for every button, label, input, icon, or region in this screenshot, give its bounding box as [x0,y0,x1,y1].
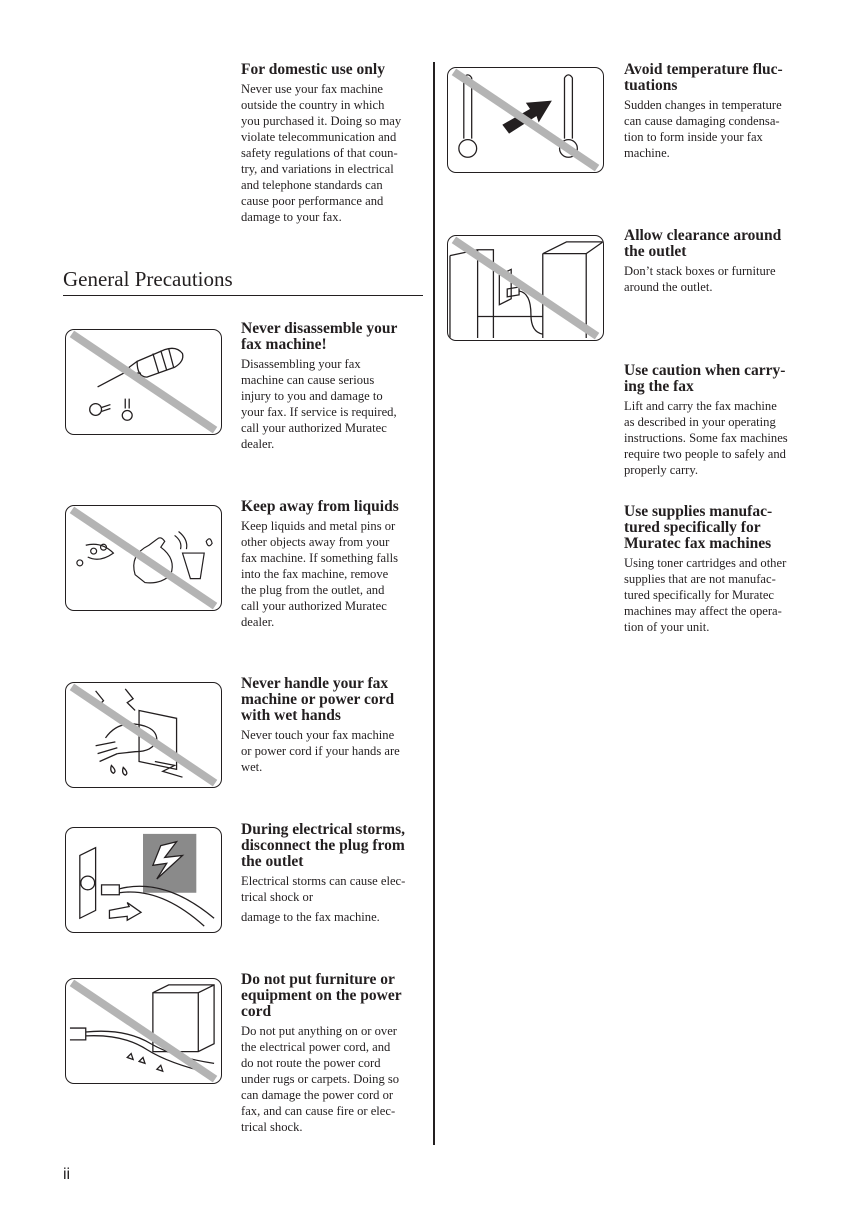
precaution-clearance [624,228,808,295]
heading-line: Allow clearance around [624,227,782,244]
blocked-outlet-icon [447,235,604,341]
body-line: fax machine. If something falls [241,551,399,565]
body-line: around the outlet. [624,280,713,294]
heading-line: with wet hands [241,707,341,724]
furniture-on-cord-icon [65,978,222,1084]
body-line: your fax. If service is required, [241,405,397,419]
body-line: under rugs or carpets. Doing so [241,1072,400,1086]
body-line: or power cord if your hands are [241,744,400,758]
precaution-furniture-on-cord [241,972,425,1135]
precaution-wet-hands [241,676,425,775]
precaution-body [624,555,808,635]
body-line: dealer. [241,437,275,451]
body-line: damage to your fax. [241,210,342,224]
body-line: Keep liquids and metal pins or [241,519,396,533]
precaution-heading [624,363,808,395]
body-line: Don’t stack boxes or furniture [624,264,776,278]
body-line: Sudden changes in temperature [624,98,782,112]
body-line: outside the country in which [241,98,385,112]
body-line: call your authorized Muratec [241,599,387,613]
precaution-body [241,518,425,630]
heading-line: For domestic use only [241,61,385,78]
body-line: injury to you and damage to [241,389,383,403]
heading-line: Never handle your fax [241,675,389,692]
precaution-body [241,81,425,225]
section-rule [63,295,423,296]
precaution-body [624,398,808,478]
section-title: General Precautions [63,267,233,291]
wet-hands-outlet-icon [65,682,222,788]
body-line: as described in your operating [624,415,776,429]
precaution-heading [241,62,425,78]
precaution-body [241,727,425,775]
body-line: Never use your fax machine [241,82,383,96]
heading-line: tuations [624,77,678,94]
body-line: wet. [241,760,263,774]
body-line: Disassembling your fax [241,357,361,371]
column-divider [433,62,435,1145]
heading-line: Use caution when carry- [624,362,786,379]
precaution-carrying [624,363,808,478]
body-line: Do not put anything on or over [241,1024,398,1038]
body-line: Lift and carry the fax machine [624,399,777,413]
body-line: can damage the power cord or [241,1088,394,1102]
precaution-body [241,1023,425,1135]
heading-line: cord [241,1003,272,1020]
body-line: Using toner cartridges and other [624,556,787,570]
body-line: Never touch your fax machine [241,728,395,742]
precaution-heading [241,499,425,515]
body-line: machine can cause serious [241,373,375,387]
heading-line: fax machine! [241,336,327,353]
body-line: do not route the power cord [241,1056,381,1070]
precaution-body [241,873,425,925]
body-line: the electrical power cord, and [241,1040,391,1054]
precaution-body [624,97,808,161]
heading-line: ing the fax [624,378,694,395]
heading-line: During electrical storms, [241,821,405,838]
precaution-heading [241,822,425,870]
precaution-heading [241,972,425,1020]
body-line: require two people to safely and [624,447,786,461]
body-line: violate telecommunication and [241,130,397,144]
precaution-heading [624,228,808,260]
heading-line: Use supplies manufac- [624,503,773,520]
precaution-temperature [624,62,808,161]
body-line: you purchased it. Doing so may [241,114,402,128]
body-line: properly carry. [624,463,699,477]
heading-line: disconnect the plug from [241,837,405,854]
heading-line: machine or power cord [241,691,395,708]
precaution-heading [241,676,425,724]
heading-line: the outlet [624,243,687,260]
body-line: damage to the fax machine. [241,910,380,924]
precaution-domestic-use [241,62,425,225]
body-line: trical shock. [241,1120,303,1134]
body-line: try, and variations in electrical [241,162,394,176]
screwdriver-icon [65,329,222,435]
precaution-supplies [624,504,808,635]
page-number: ii [63,1166,71,1183]
storm-unplug-icon [65,827,222,933]
precaution-electrical-storms [241,822,425,925]
heading-line: Avoid temperature fluc- [624,61,783,78]
liquids-icon [65,505,222,611]
body-line: machine. [624,146,670,160]
body-line: can cause damaging condensa- [624,114,780,128]
body-line: supplies that are not manufac- [624,572,776,586]
heading-line: Never disassemble your [241,320,398,337]
precaution-body [624,263,808,295]
heading-line: the outlet [241,853,304,870]
thermometers-icon [447,67,604,173]
heading-line: equipment on the power [241,987,402,1004]
body-line: tion of your unit. [624,620,710,634]
body-line: other objects away from your [241,535,390,549]
heading-line: Keep away from liquids [241,498,399,515]
body-line: tured specifically for Muratec [624,588,775,602]
heading-line: Muratec fax machines [624,535,772,552]
heading-line: tured specifically for [624,519,761,536]
body-line: trical shock or [241,890,314,904]
precaution-heading [624,62,808,94]
body-line: the plug from the outlet, and [241,583,385,597]
body-line: fax, and can cause fire or elec- [241,1104,396,1118]
heading-line: Do not put furniture or [241,971,395,988]
body-line: Electrical storms can cause elec- [241,874,406,888]
body-line: and telephone standards can [241,178,383,192]
body-line: machines may affect the opera- [624,604,782,618]
body-line: safety regulations of that coun- [241,146,398,160]
body-line: call your authorized Muratec [241,421,387,435]
body-line: into the fax machine, remove [241,567,389,581]
precaution-body [241,356,425,452]
body-line: dealer. [241,615,275,629]
precaution-heading [624,504,808,552]
precaution-disassemble [241,321,425,452]
body-line: instructions. Some fax machines [624,431,788,445]
precaution-liquids [241,499,425,630]
body-line: tion to form inside your fax [624,130,763,144]
body-line: cause poor performance and [241,194,384,208]
precaution-heading [241,321,425,353]
